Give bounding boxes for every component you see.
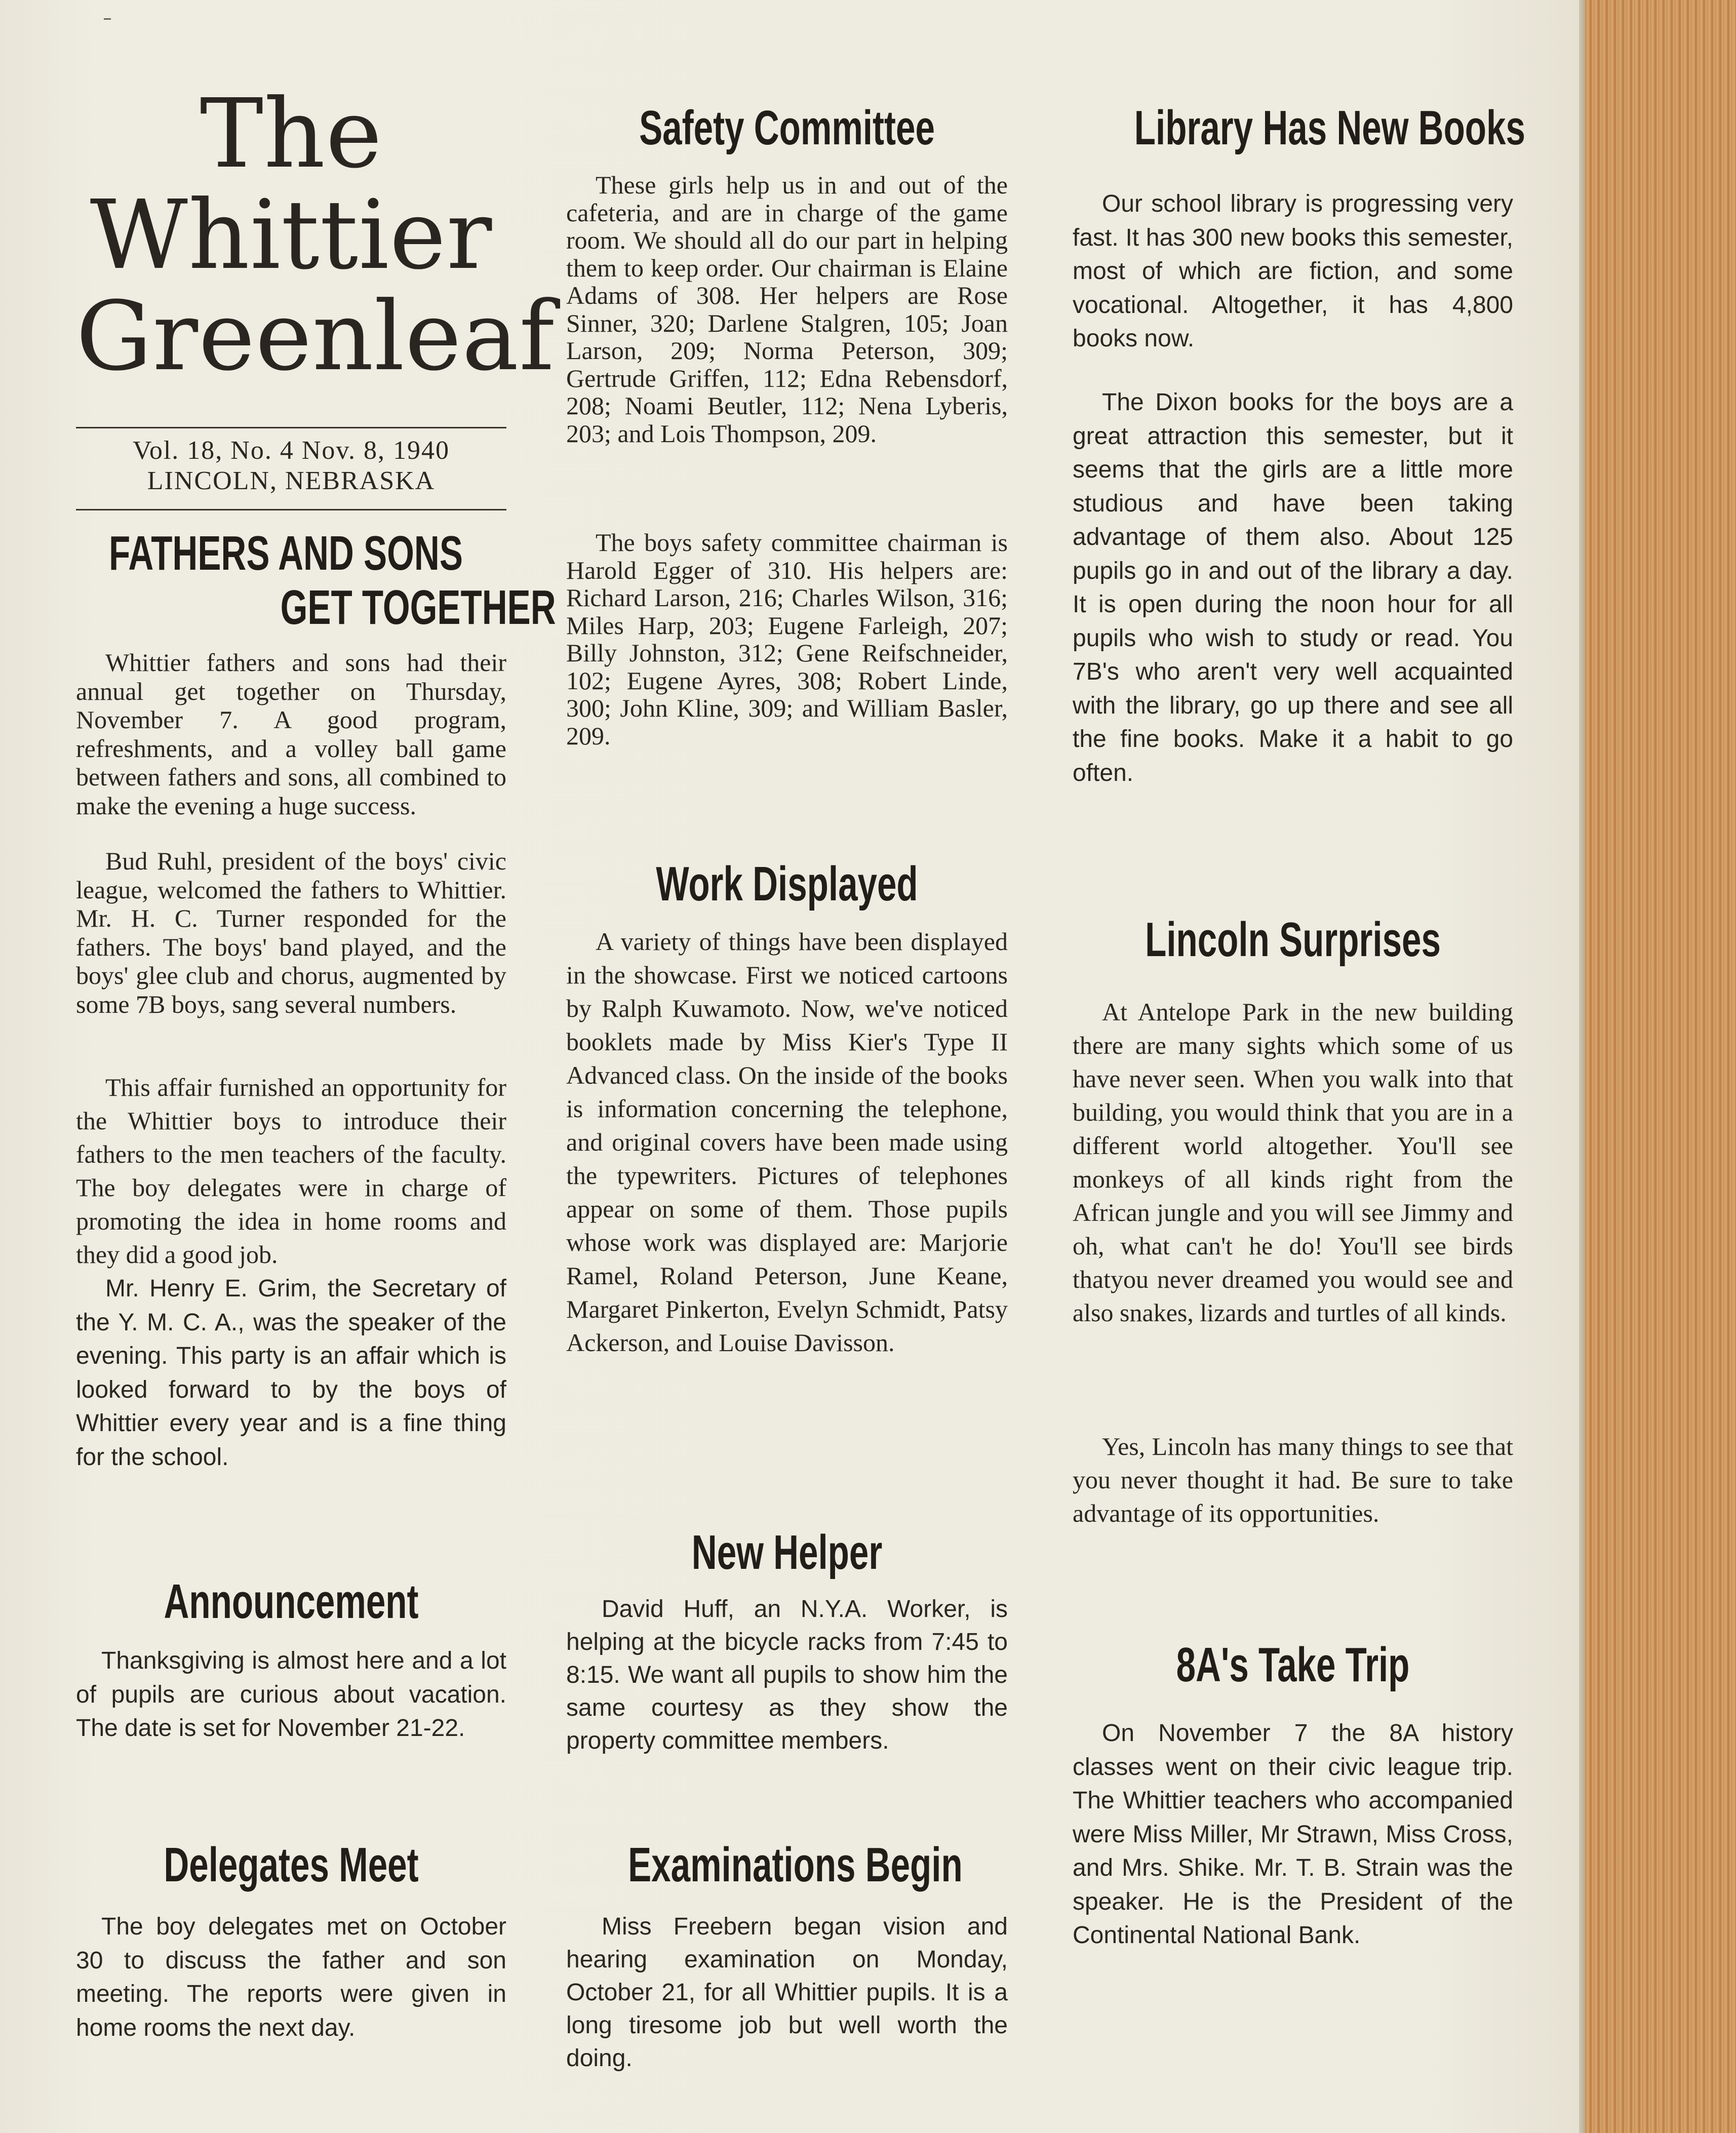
issue-info xyxy=(76,436,506,496)
margin-mark xyxy=(104,18,111,20)
delegates-body: The boy delegates met on October 30 to discuss the father and son meeting. The reports were given in home rooms the next day. xyxy=(76,1913,506,2041)
exams-body: Miss Freebern began vision and hearing examination on Monday, October 21, for all Whittier pupils. It is a long tiresome job but well worth the doing. xyxy=(566,1913,1008,2072)
fathers-headline-2: GET TOGETHER xyxy=(280,580,556,635)
fathers-paragraph-3: This affair furnished an opportunity for the Whittier boys to introduce their fathers to the men teachers of the faculty. The boy delegates were in charge of promoting the idea in home rooms and they did a good job. xyxy=(76,1073,506,1269)
trip-headline: 8A's Take Trip xyxy=(1176,1638,1410,1692)
book-spine xyxy=(1585,0,1736,2133)
safety-paragraph-2: The boys safety committee chairman is Harold Egger of 310. His helpers are: Richard Larson, 216; Charles Wilson, 316; Miles Harp, 203; Eugene Farleigh, 207; Billy Johnston, 312; Gene Reifschneider, 102; Eugene Ayres, 308; Robert Linde, 300; John Kline, 309; and William Basler, 209. xyxy=(566,528,1008,750)
masthead xyxy=(76,78,555,392)
library-headline: Library Has New Books xyxy=(1134,101,1525,155)
fathers-headline-1: FATHERS AND SONS xyxy=(109,526,463,580)
safety-paragraph-1: These girls help us in and out of the cafeteria, and are in charge of the game room. We should all do our part in helping them to keep order. Our chairman is Elaine Adams of 308. Her helpers are Rose Sinner, 320; Darlene Stalgren, 105; Joan Larson, 209; Norma Peterson, 309; Gertrude Griffen, 112; Edna Rebensdorf, 208; Noami Beutler, 112; Nena Lyberis, 203; and Lois Thompson, 209. xyxy=(566,171,1008,448)
lincoln-headline: Lincoln Surprises xyxy=(1145,913,1441,967)
masthead-whittier: Whittier xyxy=(90,180,493,291)
masthead-rule-bottom xyxy=(76,509,506,510)
announcement-headline: Announcement xyxy=(164,1574,419,1629)
lincoln-paragraph-2: Yes, Lincoln has many things to see that you never thought it had. Be sure to take advantage of its opportunities. xyxy=(1073,1432,1513,1527)
issue-line: Vol. 18, No. 4 Nov. 8, 1940 xyxy=(132,436,450,465)
place-line: LINCOLN, NEBRASKA xyxy=(147,466,436,495)
exams-headline: Examinations Begin xyxy=(628,1838,963,1892)
fathers-paragraph-4: Mr. Henry E. Grim, the Secretary of the Y. M. C. A., was the speaker of the evening. This party is an affair which is looked forward to by the boys of Whittier every year and is a fine thing for the school. xyxy=(76,1275,506,1471)
masthead-the: The xyxy=(200,78,383,189)
work-headline: Work Displayed xyxy=(656,857,918,911)
announcement-body: Thanksgiving is almost here and a lot of pupils are curious about vacation. The date is set for November 21-22. xyxy=(76,1647,506,1742)
masthead-rule-top xyxy=(76,427,506,428)
lincoln-paragraph-1: At Antelope Park in the new building there are many sights which some of us have never seen. When you walk into that building, you would think that you are in a different world altogether. You'll see monkeys of all kinds right from the African jungle and you will see Jimmy and oh, what can't he do! You'll see birds thatyou never dreamed you would see and also snakes, lizards and turtles of all kinds. xyxy=(1073,998,1513,1327)
library-paragraph-1: Our school library is progressing very fast. It has 300 new books this semester, most of which are fiction, and some vocational. Altogether, it has 4,800 books now. xyxy=(1073,190,1513,352)
library-paragraph-2: The Dixon books for the boys are a great attraction this semester, but it seems that the girls are a little more studious and have been taking advantage of them also. About 125 pupils go in and out of the library a day. It is open during the noon hour for all pupils who wish to study or read. You 7B's who aren't very well acquainted with the library, go up there and see all the fine books. Make it a habit to go often. xyxy=(1073,389,1513,786)
fathers-paragraph-1: Whittier fathers and sons had their annual get together on Thursday, November 7. A good program, refreshments, and a volley ball game between fathers and sons, all combined to make the evening a huge success. xyxy=(76,648,506,820)
delegates-headline: Delegates Meet xyxy=(164,1838,419,1892)
safety-headline: Safety Committee xyxy=(639,101,935,155)
work-body: A variety of things have been displayed in the showcase. First we noticed cartoons by Ralph Kuwamoto. Now, we've noticed booklets made by Miss Kier's Type II Advanced class. On the inside of the books is information concerning the telephone, and original covers have been made using the typewriters. Pictures of telephones appear on some of them. Those pupils whose work was displayed are: Marjorie Ramel, Roland Peterson, June Keane, Margaret Pinkerton, Evelyn Schmidt, Patsy Ackerson, and Louise Davisson. xyxy=(566,927,1008,1357)
helper-headline: New Helper xyxy=(691,1525,883,1579)
helper-body: David Huff, an N.Y.A. Worker, is helping at the bicycle racks from 7:45 to 8:15. We want all pupils to show him the same courtesy as they show the property committee members. xyxy=(566,1596,1008,1754)
masthead-greenleaf: Greenleaf xyxy=(76,281,555,392)
trip-body: On November 7 the 8A history classes went on their civic league trip. The Whittier teachers who accompanied were Miss Miller, Mr Strawn, Miss Cross, and Mrs. Shike. Mr. T. B. Strain was the speaker. He is the President of the Continental National Bank. xyxy=(1073,1720,1513,1949)
fathers-paragraph-2: Bud Ruhl, president of the boys' civic league, welcomed the fathers to Whittier. Mr. H. C. Turner responded for the fathers. The boys' band played, and the boys' glee club and chorus, augmented by some 7B boys, sang several numbers. xyxy=(76,847,506,1018)
